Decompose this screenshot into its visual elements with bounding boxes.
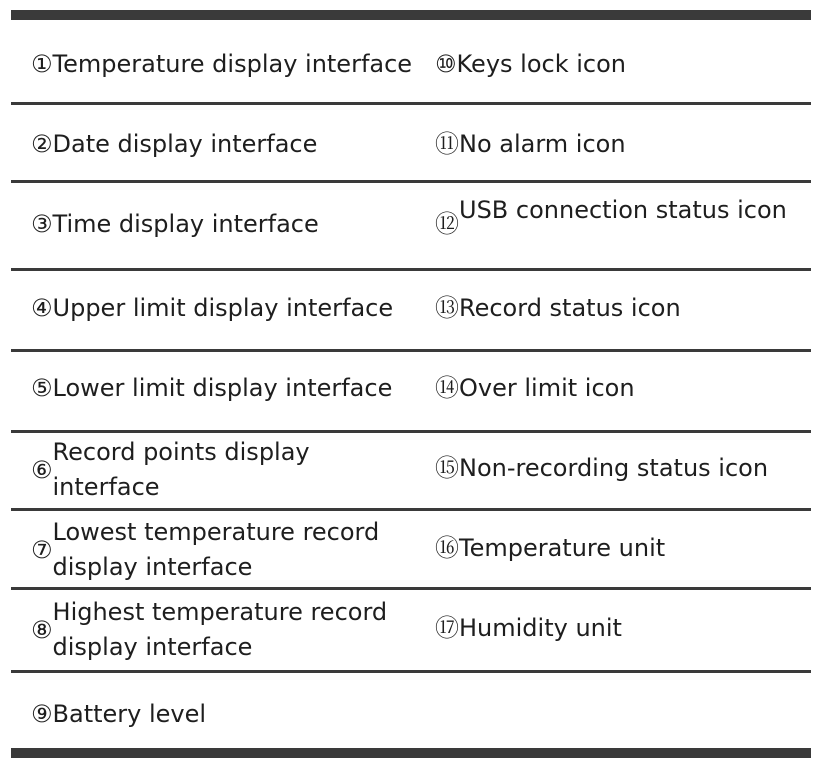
row-divider (11, 508, 811, 511)
item-label: Non-recording status icon (459, 453, 769, 482)
item-label: Upper limit display interface (52, 293, 394, 322)
legend-item-10 (435, 46, 811, 82)
item-label: Date display interface (52, 129, 318, 158)
item-number: ① (31, 49, 53, 78)
row-divider (11, 670, 811, 673)
item-number: ⑰ (435, 613, 459, 642)
item-number: ⑬ (435, 293, 459, 322)
row-divider (11, 102, 811, 105)
item-label: Lowest temperature record display interface (52, 518, 380, 581)
legend-item-16 (435, 530, 811, 566)
item-number: ⑫ (435, 209, 459, 238)
item-number: ⑤ (31, 373, 53, 402)
item-label: Record points display interface (52, 438, 310, 501)
item-label: Temperature unit (459, 533, 666, 562)
legend-item-17 (435, 610, 811, 646)
item-number: ③ (31, 209, 53, 238)
legend-item-13 (435, 290, 811, 326)
item-label: No alarm icon (459, 129, 626, 158)
item-number: ⑨ (31, 699, 53, 728)
item-number: ⑪ (435, 129, 459, 158)
legend-item-9 (31, 696, 431, 732)
top-rule (11, 10, 811, 20)
legend-item-6 (31, 434, 431, 506)
item-number: ② (31, 129, 53, 158)
item-label: Record status icon (459, 293, 681, 322)
item-label: Temperature display interface (52, 49, 413, 78)
item-label: Humidity unit (459, 613, 622, 642)
row-divider (11, 268, 811, 271)
item-number: ⑧ (31, 615, 53, 644)
legend-item-2 (31, 126, 431, 162)
item-label: Highest temperature record display interface (52, 598, 388, 661)
item-number: ④ (31, 293, 53, 322)
legend-item-5 (31, 370, 431, 406)
row-divider (11, 349, 811, 352)
item-label: Time display interface (52, 209, 319, 238)
item-label: Battery level (52, 699, 207, 728)
item-label: Lower limit display interface (52, 373, 393, 402)
item-number: ⑮ (435, 453, 459, 482)
item-number: ⑯ (435, 533, 459, 562)
bottom-rule (11, 748, 811, 758)
item-number: ⑦ (31, 535, 53, 564)
legend-item-11 (435, 126, 811, 162)
legend-item-7 (31, 514, 431, 586)
legend-item-8 (31, 594, 431, 666)
legend-item-1 (31, 46, 431, 82)
item-number: ⑩ (435, 49, 457, 78)
legend-table (11, 10, 811, 758)
item-label: Over limit icon (459, 373, 635, 402)
row-divider (11, 587, 811, 590)
legend-item-4 (31, 290, 431, 326)
legend-item-14 (435, 370, 811, 406)
legend-item-15 (435, 450, 811, 486)
item-label: USB connection status icon (459, 195, 787, 224)
item-label: Keys lock icon (456, 49, 626, 78)
item-number: ⑭ (435, 373, 459, 402)
legend-item-3 (31, 206, 431, 242)
row-divider (11, 180, 811, 183)
legend-item-12 (435, 195, 811, 242)
item-number: ⑥ (31, 455, 53, 484)
row-divider (11, 430, 811, 433)
